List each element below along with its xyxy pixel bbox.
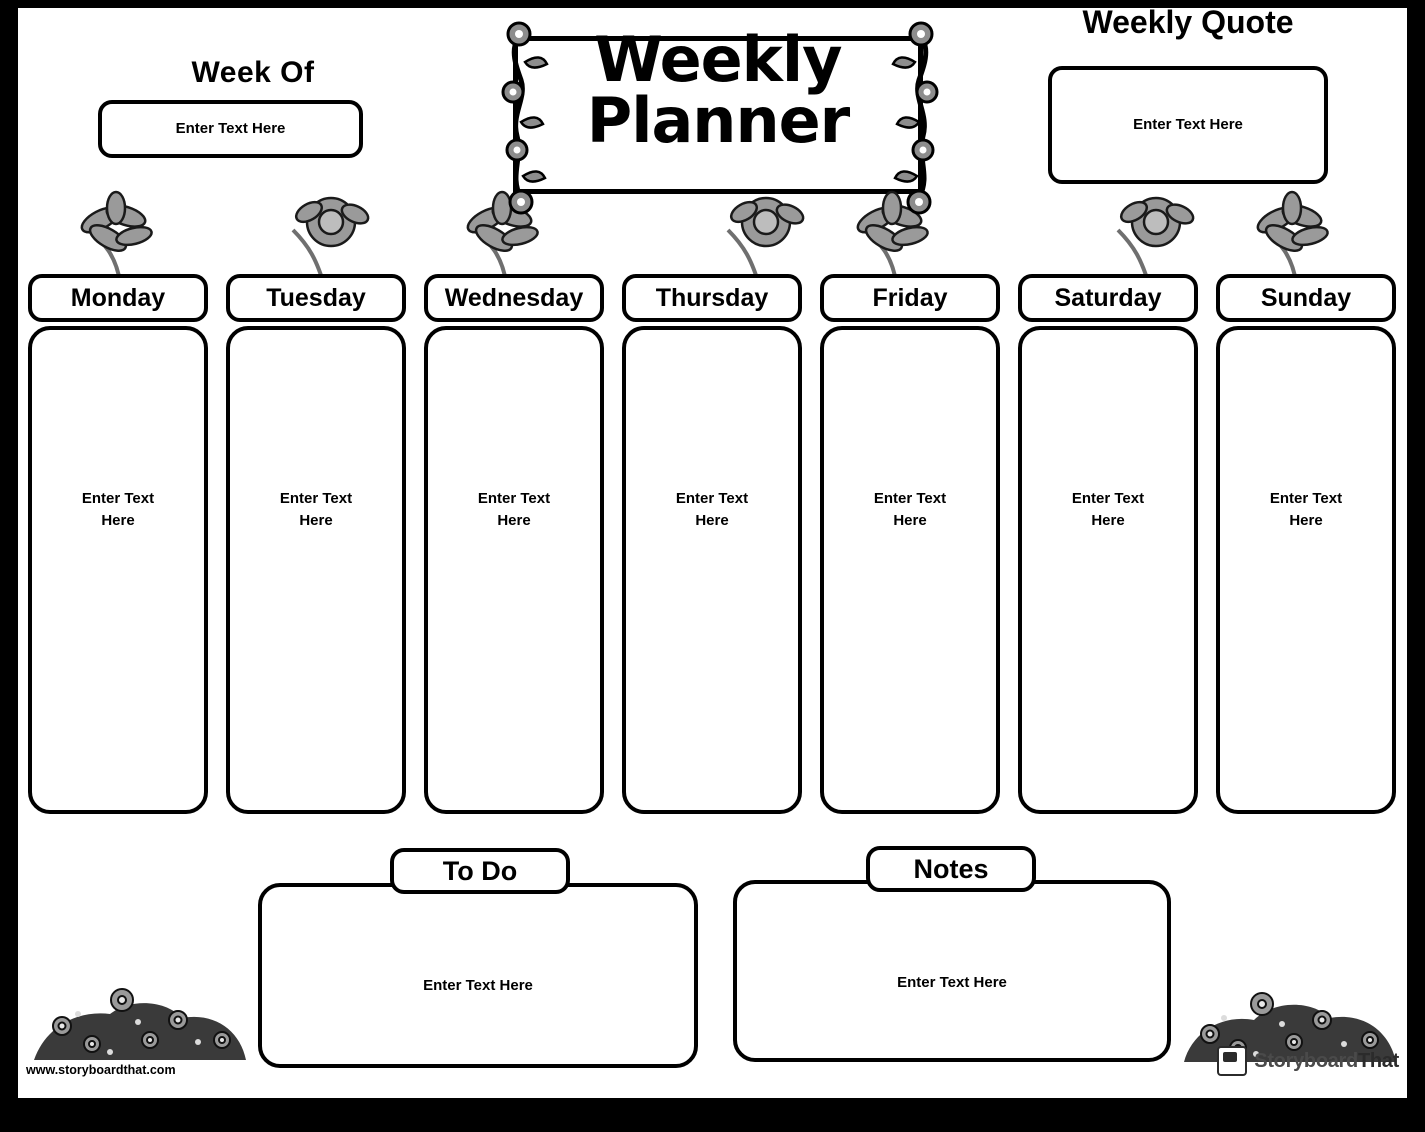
weekly-quote-value: Enter Text Here xyxy=(1133,116,1243,134)
day-header-wednesday xyxy=(424,274,604,322)
brand-first: Storyboard xyxy=(1254,1049,1358,1072)
day-input-tuesday[interactable] xyxy=(226,326,406,814)
todo-value: Enter Text Here xyxy=(423,977,533,994)
day-input-monday[interactable] xyxy=(28,326,208,814)
todo-header xyxy=(390,848,570,894)
notes-value: Enter Text Here xyxy=(897,974,1007,991)
day-input-thursday[interactable] xyxy=(622,326,802,814)
flower-icon xyxy=(60,186,180,286)
notes-header xyxy=(866,846,1036,892)
day-header-friday xyxy=(820,274,1000,322)
week-of-value: Enter Text Here xyxy=(175,120,286,138)
title-block xyxy=(473,18,963,208)
todo-label: To Do xyxy=(442,855,518,886)
day-label: Tuesday xyxy=(266,283,366,312)
weekly-quote-input[interactable] xyxy=(1048,66,1328,184)
page-title: Weekly Planner xyxy=(586,23,850,157)
flower-bed-icon xyxy=(26,948,251,1063)
day-value: Enter Text Here xyxy=(81,490,155,529)
storyboard-icon xyxy=(1217,1046,1247,1076)
day-value: Enter Text Here xyxy=(1071,490,1145,529)
day-value: Enter Text Here xyxy=(279,490,353,529)
day-label: Wednesday xyxy=(444,283,584,312)
day-header-tuesday xyxy=(226,274,406,322)
planner-canvas xyxy=(18,8,1407,1098)
brand-name xyxy=(1254,1050,1399,1073)
day-label: Monday xyxy=(70,283,166,312)
day-label: Friday xyxy=(872,283,948,312)
day-value: Enter Text Here xyxy=(675,490,749,529)
brand-logo xyxy=(1217,1046,1399,1076)
day-label: Saturday xyxy=(1054,283,1162,312)
week-of-input[interactable] xyxy=(98,100,363,158)
day-label: Sunday xyxy=(1260,283,1352,312)
todo-input[interactable] xyxy=(258,883,698,1068)
vine-corner-icon xyxy=(863,18,953,218)
notes-input[interactable] xyxy=(733,880,1171,1062)
day-header-monday xyxy=(28,274,208,322)
day-value: Enter Text Here xyxy=(873,490,947,529)
day-input-wednesday[interactable] xyxy=(424,326,604,814)
day-value: Enter Text Here xyxy=(1269,490,1343,529)
site-url: www.storyboardthat.com xyxy=(26,1063,176,1077)
day-header-thursday xyxy=(622,274,802,322)
weekly-quote-label: Weekly Quote xyxy=(1082,8,1294,40)
notes-label: Notes xyxy=(913,853,989,884)
brand-second: That xyxy=(1357,1049,1399,1072)
day-input-sunday[interactable] xyxy=(1216,326,1396,814)
day-input-friday[interactable] xyxy=(820,326,1000,814)
flower-icon xyxy=(1236,186,1356,286)
day-header-sunday xyxy=(1216,274,1396,322)
week-of-label: Week Of xyxy=(191,56,315,89)
vine-corner-icon xyxy=(487,18,577,218)
day-header-saturday xyxy=(1018,274,1198,322)
day-label: Thursday xyxy=(655,283,769,312)
day-value: Enter Text Here xyxy=(477,490,551,529)
day-input-saturday[interactable] xyxy=(1018,326,1198,814)
